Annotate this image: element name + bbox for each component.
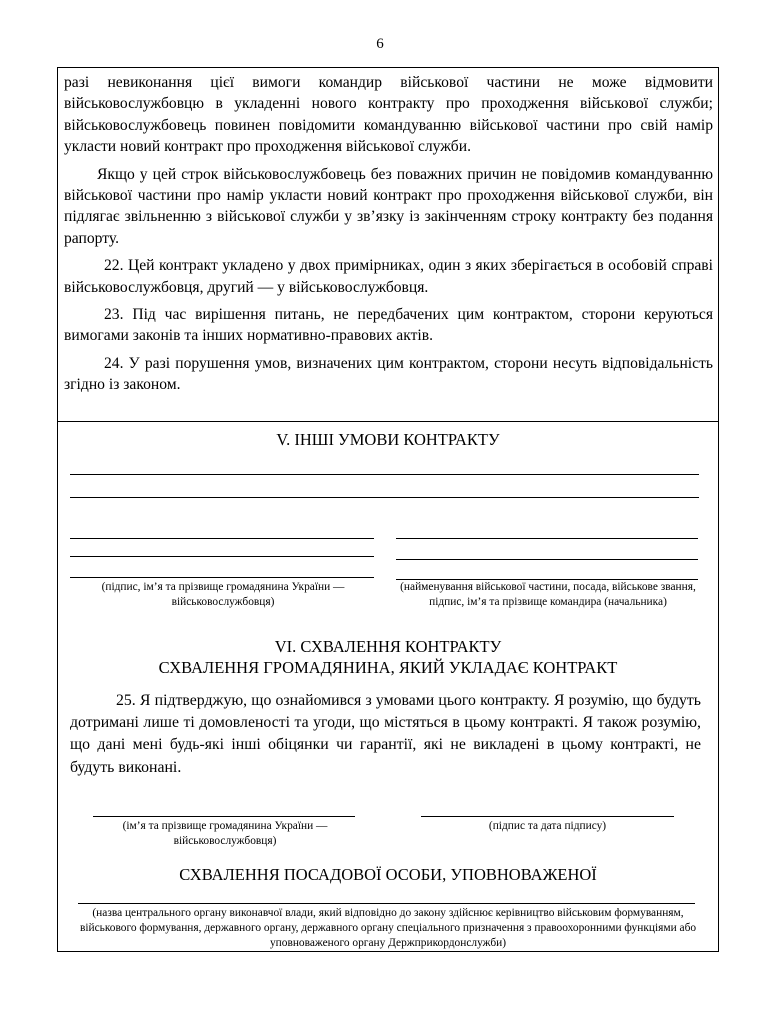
servicemember-signature-line-3 [70,577,374,578]
paragraph-25: 25. Я підтверджую, що ознайомився з умовами цього контракту. Я розумію, що будуть дотримані лише ті домовленості та угоди, що містяться в цьому контракті. Я також розумію, що дані мені будь-які інші обіцянки чи гарантії, які не викладені в цьому контракті, не будуть виконані. [70,692,701,776]
citizen-name-caption: (ім’я та прізвище громадянина України — військовослужбовця) [122,820,328,847]
servicemember-signature-line-2 [70,556,374,557]
section-divider [57,421,719,422]
authority-name-line [78,903,695,904]
page-number: 6 [376,36,384,52]
terms-paragraph-notice: Якщо у цей строк військовослужбовець без поважних причин не повідомив командуванню військової частини про намір укласти новий контракт про проходження військової служби, він підлягає звільненню з військової служби у зв’язку із закінченням строку контракту без подання рапорту. [64,165,713,247]
citizen-name-line [93,816,355,817]
authority-name-caption: (назва центрального органу виконавчої влади, який відповідно до закону здійснює керівництво військовим формуванням, військового формування, державного органу, державного органу спеціального призначення з правоохоронними функціями або уповноваженого органу Держприкордонслужби) [79,907,697,949]
commander-signature-caption: (найменування військової частини, посада, військове звання, підпис, ім’я та прізвище командира (начальника) [400,581,696,608]
citizen-signature-date-line [421,816,674,817]
citizen-approval-title: СХВАЛЕННЯ ГРОМАДЯНИНА, ЯКИЙ УКЛАДАЄ КОНТРАКТ [158,658,618,677]
citizen-signature-date-caption: (підпис та дата підпису) [488,820,607,832]
section-vi-title: VI. СХВАЛЕННЯ КОНТРАКТУ [274,637,502,656]
section-v-title: V. ІНШІ УМОВИ КОНТРАКТУ [276,430,500,449]
terms-paragraph-23: 23. Під час вирішення питань, не передбачених цим контрактом, сторони керуються вимогами законів та інших нормативно-правових актів. [64,306,713,345]
commander-signature-line-2 [396,559,698,560]
contract-terms-section [64,72,713,402]
terms-paragraph-22: 22. Цей контракт укладено у двох примірниках, один з яких зберігається в особовій справі військовослужбовця, другий — у військовослужбовця. [64,257,713,296]
commander-signature-line-1 [396,538,698,539]
official-approval-title: СХВАЛЕННЯ ПОСАДОВОЇ ОСОБИ, УПОВНОВАЖЕНОЇ [179,865,597,884]
terms-paragraph-24: 24. У разі порушення умов, визначених цим контрактом, сторони несуть відповідальність згідно із законом. [64,354,713,394]
other-terms-line-2 [70,497,699,498]
terms-paragraph-continuation: разі невиконання цієї вимоги командир військової частини не може відмовити військовослужбовцю в укладенні нового контракту про проходження військової служби; військовослужбовець повинен повідомити командуванню військової частини про свій намір укласти новий контракт про проходження військової служби. [64,74,713,156]
servicemember-signature-line-1 [70,538,374,539]
other-terms-line-1 [70,474,699,475]
servicemember-signature-caption: (підпис, ім’я та прізвище громадянина України — військовослужбовця) [101,581,345,608]
